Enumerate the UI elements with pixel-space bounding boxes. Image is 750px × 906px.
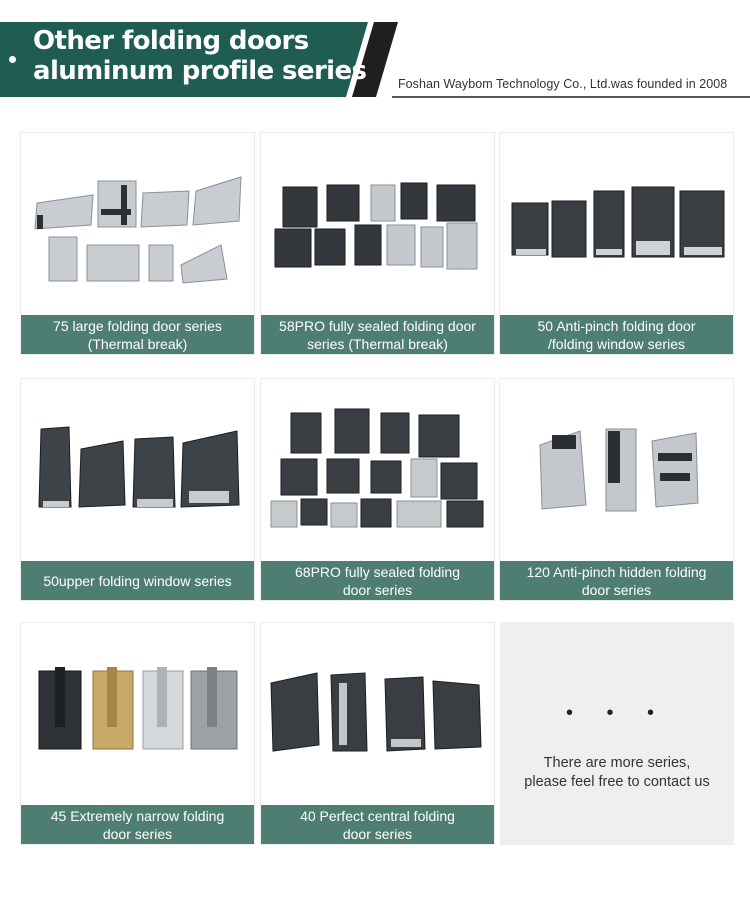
caption-line-2: door series — [102, 825, 173, 842]
caption-line-2: door series — [581, 581, 652, 598]
caption-line-2: door series — [342, 581, 413, 598]
product-photo — [21, 623, 255, 807]
more-series-text — [500, 754, 734, 792]
caption-line-1: 45 Extremely narrow folding — [50, 807, 225, 824]
product-photo — [21, 133, 255, 317]
product-photo — [261, 133, 495, 317]
caption-line-2: /folding window series — [548, 335, 685, 352]
caption-line-2: door series — [342, 825, 413, 842]
caption-line-1: 75 large folding door series — [53, 317, 222, 334]
more-series-card[interactable] — [500, 622, 734, 845]
more-line-2: please feel free to contact us — [524, 774, 710, 790]
more-line-1: There are more series, — [543, 755, 691, 771]
product-card-58pro-folding-door[interactable] — [260, 132, 495, 355]
company-tagline: Foshan Waybom Technology Co., Ltd.was founded in 2008 — [398, 77, 728, 91]
product-photo — [261, 623, 495, 807]
page-title — [33, 26, 366, 86]
product-photo — [500, 379, 734, 563]
title-line-1: Other folding doors — [33, 26, 309, 56]
product-card-68pro-folding-door[interactable] — [260, 378, 495, 601]
caption-line-1: 50upper folding window series — [43, 572, 232, 589]
product-card-40-central-folding-door[interactable] — [260, 622, 495, 845]
caption-line-1: 120 Anti-pinch hidden folding — [526, 563, 707, 580]
product-card-50-anti-pinch-folding-door[interactable] — [499, 132, 734, 355]
product-caption — [500, 315, 733, 354]
product-card-45-narrow-folding-door[interactable] — [20, 622, 255, 845]
product-caption — [21, 315, 254, 354]
product-caption — [500, 561, 733, 600]
product-photo — [500, 133, 734, 317]
product-photo — [261, 379, 495, 563]
caption-line-2: series (Thermal break) — [307, 335, 448, 352]
bullet-dot-icon — [9, 56, 16, 63]
caption-line-2: (Thermal break) — [87, 335, 188, 352]
product-caption — [261, 315, 494, 354]
caption-line-1: 58PRO fully sealed folding door — [279, 317, 476, 334]
header-banner — [0, 0, 750, 100]
product-photo — [21, 379, 255, 563]
product-card-50-upper-folding-window[interactable] — [20, 378, 255, 601]
product-caption — [21, 805, 254, 844]
product-caption — [261, 805, 494, 844]
product-caption — [261, 561, 494, 600]
caption-line-1: 40 Perfect central folding — [300, 807, 455, 824]
title-line-2: aluminum profile series — [33, 56, 367, 86]
ellipsis-dots-icon: • • • — [565, 702, 669, 724]
product-card-75-folding-door[interactable] — [20, 132, 255, 355]
product-caption — [21, 561, 254, 600]
product-card-120-anti-pinch-hidden-folding-door[interactable] — [499, 378, 734, 601]
caption-line-1: 50 Anti-pinch folding door — [537, 317, 696, 334]
caption-line-1: 68PRO fully sealed folding — [295, 563, 460, 580]
